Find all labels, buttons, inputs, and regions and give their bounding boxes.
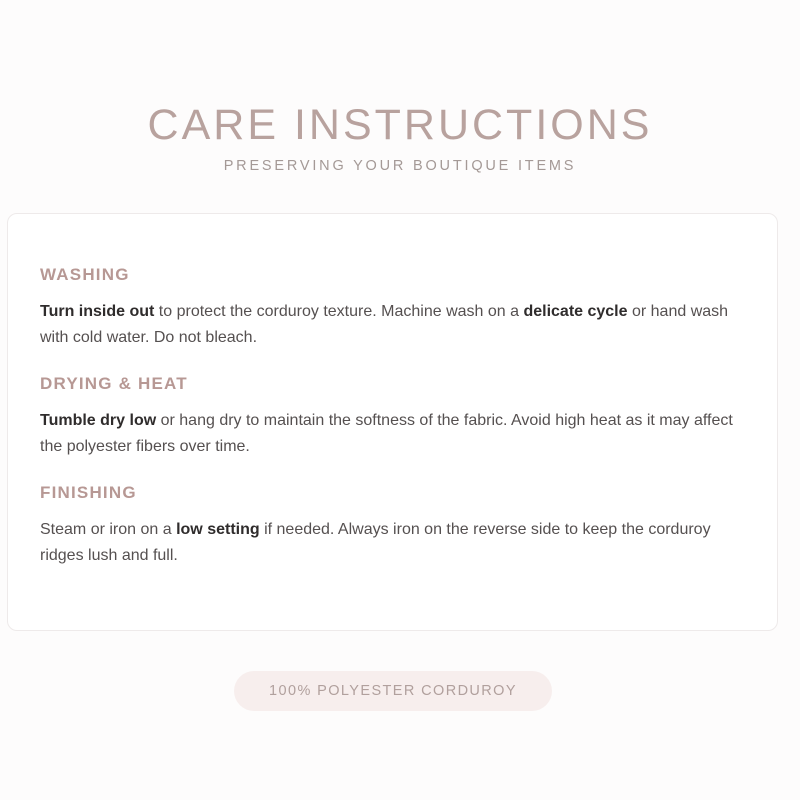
body-text: if needed. Always iron on the reverse side to keep the corduroy ridges lush and full. xyxy=(40,521,711,564)
emphasis-text: Tumble dry low xyxy=(40,412,157,429)
body-text: or hand wash with cold water. Do not bleach. xyxy=(40,303,729,346)
section-washing xyxy=(40,264,745,351)
body-text: or hang dry to maintain the softness of the fabric. Avoid high heat as it may affect the polyester fibers over time. xyxy=(40,412,733,455)
section-body xyxy=(40,517,745,569)
section-body xyxy=(40,408,745,460)
section-body xyxy=(40,299,745,351)
emphasis-text: delicate cycle xyxy=(523,303,628,320)
page-header xyxy=(0,100,800,176)
section-drying-heat xyxy=(40,373,745,460)
emphasis-text: Turn inside out xyxy=(40,303,155,320)
section-heading: FINISHING xyxy=(40,483,137,502)
emphasis-text: low setting xyxy=(176,521,260,538)
section-finishing xyxy=(40,482,745,569)
page-subtitle: PRESERVING YOUR BOUTIQUE ITEMS xyxy=(223,158,577,174)
care-card xyxy=(7,213,778,631)
section-heading: WASHING xyxy=(40,265,130,284)
body-text: Steam or iron on a xyxy=(40,521,177,538)
section-heading: DRYING & HEAT xyxy=(40,374,188,393)
page-title: CARE INSTRUCTIONS xyxy=(147,101,653,149)
material-badge: 100% POLYESTER CORDUROY xyxy=(234,671,552,711)
body-text: to protect the corduroy texture. Machine wash on a xyxy=(154,303,524,320)
